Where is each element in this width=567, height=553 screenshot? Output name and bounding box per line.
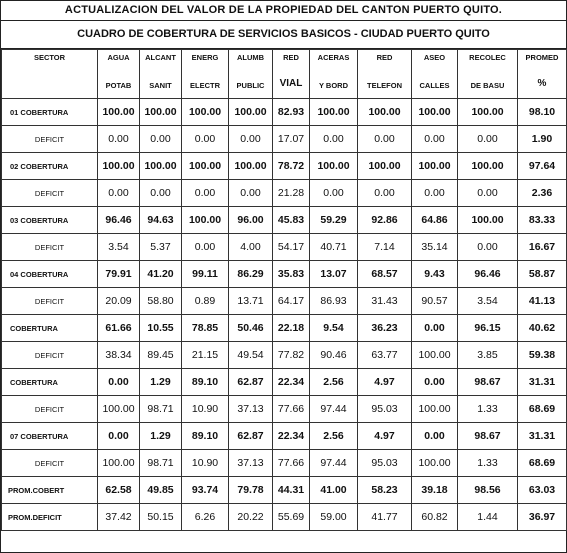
column-header-line1: PROMED — [525, 53, 559, 62]
sector-label: DEFICIT — [2, 288, 98, 315]
column-header-line1: ALCANT — [145, 53, 176, 62]
column-header — [273, 50, 310, 99]
average-cell: 31.31 — [518, 369, 567, 396]
table-cell: 100.00 — [229, 99, 273, 126]
table-cell: 100.00 — [358, 99, 412, 126]
table-row — [2, 315, 567, 342]
column-header-line1: ASEO — [423, 53, 446, 62]
average-cell: 41.13 — [518, 288, 567, 315]
table-cell: 1.33 — [458, 396, 518, 423]
column-header-line2: % — [537, 78, 547, 89]
table-cell: 100.00 — [98, 396, 140, 423]
column-header — [98, 50, 140, 99]
table-cell: 4.97 — [358, 369, 412, 396]
table-cell: 44.31 — [273, 477, 310, 504]
table-cell: 41.20 — [140, 261, 182, 288]
table-cell: 0.00 — [458, 234, 518, 261]
column-header — [2, 50, 98, 99]
sector-label: PROM.COBERT — [2, 477, 98, 504]
average-cell: 83.33 — [518, 207, 567, 234]
table-cell: 100.00 — [412, 396, 458, 423]
table-cell: 17.07 — [273, 126, 310, 153]
column-header-line2: VIAL — [279, 78, 303, 89]
column-header-line1: RECOLEC — [469, 53, 506, 62]
column-header-line1: RED — [283, 53, 299, 62]
table-cell: 77.82 — [273, 342, 310, 369]
table-cell: 0.00 — [98, 126, 140, 153]
table-cell: 96.46 — [98, 207, 140, 234]
average-cell: 68.69 — [518, 396, 567, 423]
table-cell: 0.00 — [358, 180, 412, 207]
table-row — [2, 126, 567, 153]
table-cell: 1.44 — [458, 504, 518, 531]
table-cell: 93.74 — [182, 477, 229, 504]
table-cell: 59.00 — [310, 504, 358, 531]
sector-label: COBERTURA — [2, 315, 98, 342]
table-cell: 0.00 — [412, 423, 458, 450]
table-cell: 78.72 — [273, 153, 310, 180]
table-subtitle: CUADRO DE COBERTURA DE SERVICIOS BASICOS - CIUDAD PUERTO QUITO — [1, 21, 566, 49]
table-cell: 2.56 — [310, 423, 358, 450]
table-cell: 50.15 — [140, 504, 182, 531]
table-cell: 94.63 — [140, 207, 182, 234]
sector-label: DEFICIT — [2, 396, 98, 423]
table-row — [2, 396, 567, 423]
table-row — [2, 207, 567, 234]
table-cell: 0.00 — [140, 180, 182, 207]
sector-label: 02 COBERTURA — [2, 153, 98, 180]
table-cell: 60.82 — [412, 504, 458, 531]
column-header-line2 — [2, 62, 97, 81]
table-cell: 63.77 — [358, 342, 412, 369]
column-header — [310, 50, 358, 99]
table-cell: 96.00 — [229, 207, 273, 234]
table-cell: 39.18 — [412, 477, 458, 504]
table-cell: 100.00 — [310, 153, 358, 180]
table-row — [2, 234, 567, 261]
table-cell: 55.69 — [273, 504, 310, 531]
table-cell: 96.15 — [458, 315, 518, 342]
sector-label: 01 COBERTURA — [2, 99, 98, 126]
table-cell: 0.00 — [412, 180, 458, 207]
column-header — [412, 50, 458, 99]
table-cell: 97.44 — [310, 450, 358, 477]
document-title: ACTUALIZACION DEL VALOR DE LA PROPIEDAD DEL CANTON PUERTO QUITO. — [1, 1, 566, 21]
table-cell: 78.85 — [182, 315, 229, 342]
table-cell: 0.00 — [412, 369, 458, 396]
table-cell: 0.00 — [140, 126, 182, 153]
table-cell: 100.00 — [412, 450, 458, 477]
table-cell: 50.46 — [229, 315, 273, 342]
table-cell: 3.54 — [458, 288, 518, 315]
average-cell: 1.90 — [518, 126, 567, 153]
table-cell: 86.29 — [229, 261, 273, 288]
column-header-line2: SANIT — [149, 81, 172, 90]
column-header-line1: ENERG — [191, 53, 219, 62]
table-cell: 95.03 — [358, 396, 412, 423]
table-cell: 89.45 — [140, 342, 182, 369]
table-cell: 79.91 — [98, 261, 140, 288]
table-row — [2, 450, 567, 477]
table-cell: 37.42 — [98, 504, 140, 531]
column-header-line2: DE BASU — [470, 81, 505, 90]
table-cell: 62.87 — [229, 423, 273, 450]
average-cell: 98.10 — [518, 99, 567, 126]
table-row — [2, 369, 567, 396]
table-cell: 100.00 — [182, 207, 229, 234]
column-header — [458, 50, 518, 99]
table-row — [2, 99, 567, 126]
column-header-line2: POTAB — [105, 81, 132, 90]
table-cell: 95.03 — [358, 450, 412, 477]
sector-label: 07 COBERTURA — [2, 423, 98, 450]
table-cell: 100.00 — [310, 99, 358, 126]
sector-label: DEFICIT — [2, 342, 98, 369]
table-cell: 79.78 — [229, 477, 273, 504]
table-row — [2, 504, 567, 531]
table-cell: 10.55 — [140, 315, 182, 342]
table-cell: 89.10 — [182, 423, 229, 450]
column-header — [358, 50, 412, 99]
table-cell: 98.56 — [458, 477, 518, 504]
table-cell: 100.00 — [182, 99, 229, 126]
table-cell: 10.90 — [182, 450, 229, 477]
average-cell: 2.36 — [518, 180, 567, 207]
table-cell: 5.37 — [140, 234, 182, 261]
column-header — [182, 50, 229, 99]
table-cell: 45.83 — [273, 207, 310, 234]
table-cell: 89.10 — [182, 369, 229, 396]
table-cell: 0.00 — [412, 315, 458, 342]
average-cell: 63.03 — [518, 477, 567, 504]
table-cell: 10.90 — [182, 396, 229, 423]
table-cell: 99.11 — [182, 261, 229, 288]
table-cell: 0.00 — [182, 234, 229, 261]
table-cell: 37.13 — [229, 396, 273, 423]
table-cell: 64.86 — [412, 207, 458, 234]
table-cell: 7.14 — [358, 234, 412, 261]
table-cell: 4.00 — [229, 234, 273, 261]
table-cell: 62.87 — [229, 369, 273, 396]
table-cell: 82.93 — [273, 99, 310, 126]
table-row — [2, 288, 567, 315]
table-cell: 58.80 — [140, 288, 182, 315]
table-cell: 54.17 — [273, 234, 310, 261]
average-cell: 31.31 — [518, 423, 567, 450]
column-header-line1: AGUA — [107, 53, 130, 62]
table-cell: 100.00 — [458, 153, 518, 180]
table-cell: 59.29 — [310, 207, 358, 234]
coverage-table — [1, 49, 567, 531]
table-cell: 36.23 — [358, 315, 412, 342]
table-cell: 0.00 — [358, 126, 412, 153]
table-cell: 41.77 — [358, 504, 412, 531]
sector-label: PROM.DEFICIT — [2, 504, 98, 531]
table-cell: 22.34 — [273, 369, 310, 396]
table-cell: 0.00 — [458, 180, 518, 207]
table-cell: 1.29 — [140, 369, 182, 396]
table-cell: 100.00 — [140, 153, 182, 180]
table-cell: 92.86 — [358, 207, 412, 234]
column-header-line2: ELECTR — [190, 81, 220, 90]
table-cell: 98.71 — [140, 450, 182, 477]
sector-label: 03 COBERTURA — [2, 207, 98, 234]
average-cell: 40.62 — [518, 315, 567, 342]
table-cell: 58.23 — [358, 477, 412, 504]
column-header-line2: CALLES — [419, 81, 450, 90]
table-cell: 35.83 — [273, 261, 310, 288]
table-cell: 86.93 — [310, 288, 358, 315]
header-row — [2, 50, 567, 99]
table-cell: 35.14 — [412, 234, 458, 261]
table-cell: 0.00 — [458, 126, 518, 153]
table-cell: 0.00 — [98, 423, 140, 450]
average-cell: 58.87 — [518, 261, 567, 288]
table-row — [2, 261, 567, 288]
table-cell: 62.58 — [98, 477, 140, 504]
table-cell: 0.00 — [412, 126, 458, 153]
table-cell: 68.57 — [358, 261, 412, 288]
table-cell: 1.33 — [458, 450, 518, 477]
table-cell: 0.00 — [229, 180, 273, 207]
table-cell: 9.54 — [310, 315, 358, 342]
table-cell: 0.00 — [310, 180, 358, 207]
table-cell: 100.00 — [229, 153, 273, 180]
table-cell: 40.71 — [310, 234, 358, 261]
table-cell: 13.71 — [229, 288, 273, 315]
table-cell: 37.13 — [229, 450, 273, 477]
table-cell: 100.00 — [412, 342, 458, 369]
table-cell: 22.18 — [273, 315, 310, 342]
table-cell: 21.28 — [273, 180, 310, 207]
column-header-line1: SECTOR — [33, 53, 66, 62]
column-header — [229, 50, 273, 99]
sector-label: DEFICIT — [2, 234, 98, 261]
column-header-line1: RED — [376, 53, 393, 62]
table-cell: 61.66 — [98, 315, 140, 342]
table-cell: 77.66 — [273, 450, 310, 477]
table-cell: 0.00 — [98, 369, 140, 396]
table-body — [2, 99, 567, 531]
column-header-line1: ACERAS — [317, 53, 350, 62]
table-cell: 98.71 — [140, 396, 182, 423]
column-header-line1: ALUMB — [236, 53, 265, 62]
column-header — [140, 50, 182, 99]
sector-label: DEFICIT — [2, 180, 98, 207]
table-cell: 98.67 — [458, 369, 518, 396]
table-cell: 2.56 — [310, 369, 358, 396]
table-cell: 22.34 — [273, 423, 310, 450]
table-cell: 100.00 — [140, 99, 182, 126]
table-cell: 100.00 — [98, 153, 140, 180]
table-row — [2, 477, 567, 504]
table-cell: 98.67 — [458, 423, 518, 450]
table-cell: 64.17 — [273, 288, 310, 315]
table-cell: 90.46 — [310, 342, 358, 369]
sector-label: 04 COBERTURA — [2, 261, 98, 288]
table-cell: 100.00 — [98, 99, 140, 126]
table-cell: 31.43 — [358, 288, 412, 315]
average-cell: 59.38 — [518, 342, 567, 369]
table-cell: 0.00 — [182, 126, 229, 153]
table-cell: 41.00 — [310, 477, 358, 504]
average-cell: 97.64 — [518, 153, 567, 180]
average-cell: 68.69 — [518, 450, 567, 477]
table-cell: 100.00 — [458, 207, 518, 234]
table-cell: 96.46 — [458, 261, 518, 288]
table-cell: 20.22 — [229, 504, 273, 531]
table-cell: 0.00 — [182, 180, 229, 207]
table-cell: 21.15 — [182, 342, 229, 369]
column-header-line2: TELEFON — [367, 81, 402, 90]
table-cell: 3.85 — [458, 342, 518, 369]
table-cell: 20.09 — [98, 288, 140, 315]
sector-label: COBERTURA — [2, 369, 98, 396]
table-cell: 3.54 — [98, 234, 140, 261]
table-cell: 1.29 — [140, 423, 182, 450]
table-cell: 6.26 — [182, 504, 229, 531]
average-cell: 16.67 — [518, 234, 567, 261]
table-cell: 13.07 — [310, 261, 358, 288]
table-row — [2, 153, 567, 180]
table-cell: 0.00 — [229, 126, 273, 153]
table-cell: 49.54 — [229, 342, 273, 369]
table-row — [2, 342, 567, 369]
table-cell: 0.00 — [98, 180, 140, 207]
sector-label: DEFICIT — [2, 450, 98, 477]
column-header-line2: Y BORD — [318, 81, 349, 90]
table-cell: 38.34 — [98, 342, 140, 369]
average-cell: 36.97 — [518, 504, 567, 531]
table-row — [2, 423, 567, 450]
table-cell: 100.00 — [182, 153, 229, 180]
table-row — [2, 180, 567, 207]
table-cell: 0.00 — [310, 126, 358, 153]
table-cell: 49.85 — [140, 477, 182, 504]
table-cell: 100.00 — [98, 450, 140, 477]
table-cell: 77.66 — [273, 396, 310, 423]
column-header-line2: PUBLIC — [236, 81, 265, 90]
table-cell: 100.00 — [412, 153, 458, 180]
table-cell: 0.89 — [182, 288, 229, 315]
table-cell: 9.43 — [412, 261, 458, 288]
table-cell: 100.00 — [412, 99, 458, 126]
sector-label: DEFICIT — [2, 126, 98, 153]
table-cell: 100.00 — [358, 153, 412, 180]
table-cell: 100.00 — [458, 99, 518, 126]
column-header — [518, 50, 567, 99]
table-cell: 4.97 — [358, 423, 412, 450]
table-cell: 90.57 — [412, 288, 458, 315]
table-cell: 97.44 — [310, 396, 358, 423]
